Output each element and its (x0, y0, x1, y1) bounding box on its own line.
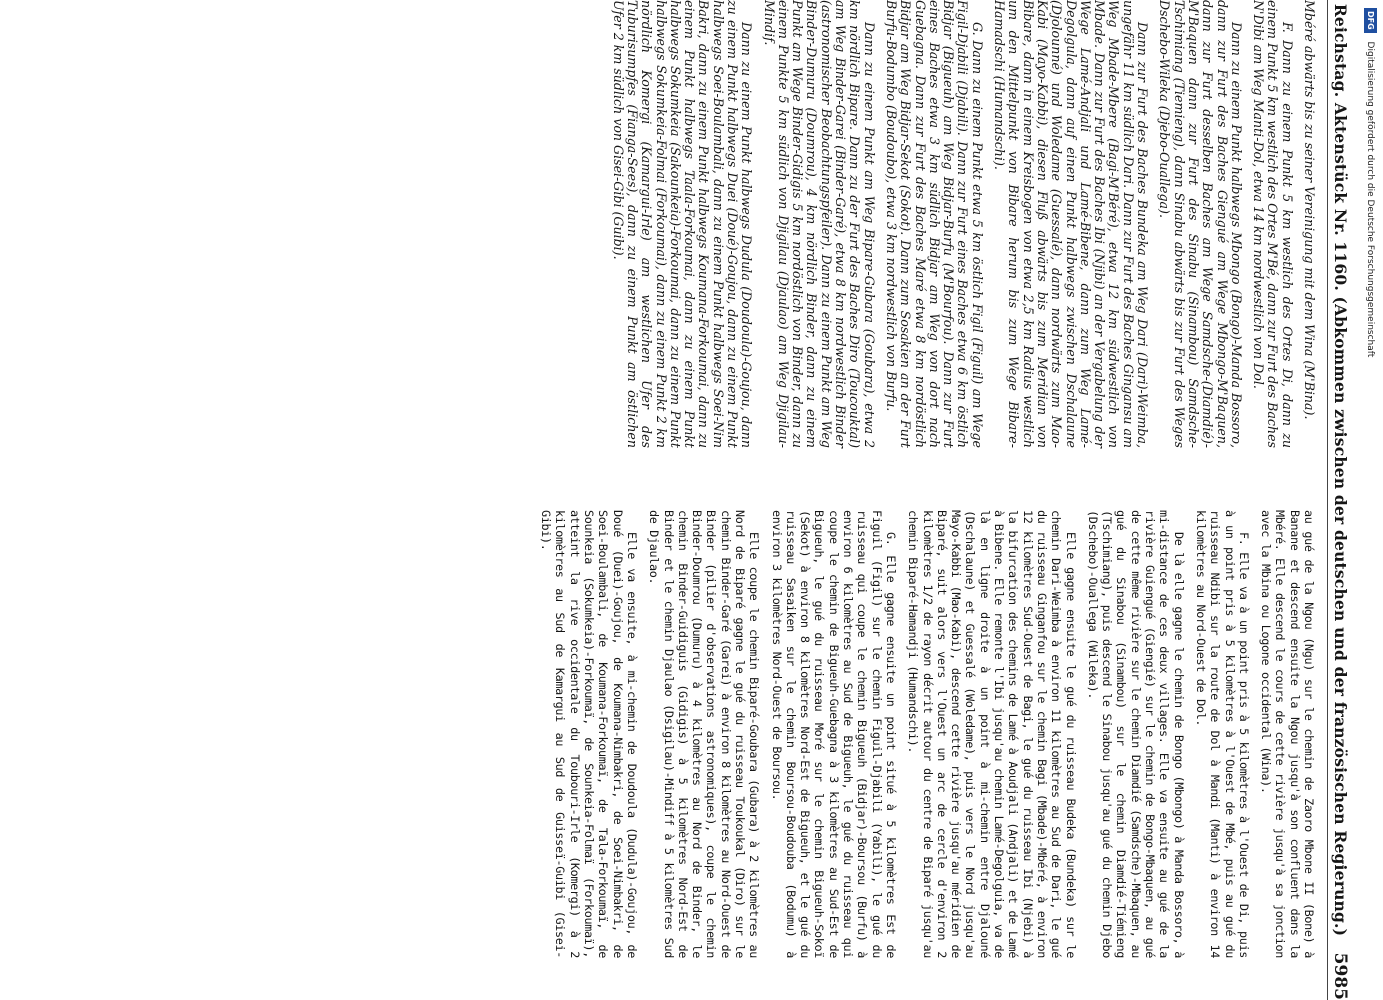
paragraph-f-2: Dann zu einem Punkt halbwegs Mbongo (Bongo)-Manda Bossoro, dann zur Furt des Baches Giengué am Wege Mbongo-M'Baquen, dann zur Furt desselben Baches am Wege Samdsche-(Diamdié)-M'Baquen dann zur Furt des Sinabu (Sinambou) Samdsche-Tschimiang (Tiemieng), dann Sinabu abwärts bis zur Furt des Weges Dschebo-Wileka (Djebo-Ouallega). (1157, 0, 1244, 448)
paragraph-intro-fr: au gué de la Ngou (Ngu) sur le chemin de Zaoro Mbone II (Bone) à Banane et descend ensuite la Ngou jusqu'à son confluent dans la Mbéré. Elle descend le cours de cette rivière jusqu'à sa jonction avec la Mbina ou Logone occidental (Wina). (1259, 510, 1316, 958)
paragraph-f-3: Dann zur Furt des Baches Bundeka am Weg Dari (Dari)-Weimba, ungefähr 11 km südlich Dari. Dann zur Furt des Baches Gingansu am Weg Mbade-Mbere (Bagi-M'Béré), etwa 12 km südwestlich von Mbade. Dann zur Furt des Baches Ibi (Njibi) an der Vergabelung der Wege Lamé-Andjali und Lamé-Bibene, dann zum Weg Lamé-Degolgula, dann auf einen Punkt halbwegs zwischen Dschalaune (Djolounné) und Woledame (Guessalé), dann nordwärts zum Mao-Kabi (Mayo-Kabbi), diesen Fluß abwärts bis zum Meridian von Bibare, dann in einem Kreisbogen von etwa 2,5 km Radius westlich um den Mittelpunkt von Bibare herum bis zum Wege Bibare-Hamadschi (Humandschi). (992, 0, 1151, 448)
paragraph-g-2-fr: Elle coupe le chemin Biparé-Goubara (Gubara) à 2 kilomètres au Nord de Biparé gagne le gué du ruisseau Toukoukal (Diro) sur le chemin Binder-Garé (Garei) à environ 8 kilomètres au Nord-Ouest de Binder (pilier d'observations astronomiques), coupe le chemin Binder-Doumrou (Dumuru) à 4 kilomètres au Nord de Binder, le chemin Binder-Guidiguis (Gidigis) à 5 kilomètres Nord-Est de Binder et le chemin Djaulao (Dsigilau)-Mindiff à 5 kilomètres Sud de Djaulao. (647, 510, 762, 958)
paragraph-section-f-fr: F. Elle va à un point pris à 5 kilomètres à l'Ouest de Di, puis à un point pris à 5 kilomètres à l'Ouest de Mbé, puis au gué du ruisseau Ndibi sur la route de Dol à Mandi (Manti) à environ 14 kilomètres au Nord-Ouest de Dol. (1193, 510, 1251, 958)
paragraph-section-g-fr: G. Elle gagne ensuite un point situé à 5 kilomètres Est de Figuil (Figil) sur le chemin Figuil-Djabili (Yabili), le gué du ruisseau qui coupe le chemin Bigueuh (Bidjar)-Boursou (Burfu) à environ 6 kilomètres au Sud de Bigueuh, le gué du ruisseau qui coupe le chemin de Bigueuh-Guebagna à 3 kilomètres au Sud-Est de Bigueuh, le gué du ruisseau Moré sur le chemin Bigueuh-Sokoï (Sekot) à environ 8 kilomètres Nord-Est de Bigueuh, et le gué du ruisseau Sasaiken sur le chemin Boursou-Boudouba (Bodumu) à environ 3 kilomètres Nord-Ouest de Boursou. (769, 510, 898, 958)
dfg-logo: DFG (1364, 8, 1377, 33)
paragraph-section-g: G. Dann zu einem Punkt etwa 5 km östlich Figil (Figuil) am Wege Figil-Djabili (Djabili). Dann zur Furt eines Baches etwa 6 km östlich Bidjar (Bigueuh) am Weg Bidjar-Burfu (M'Bourfou). Dann zur Furt eines Baches etwa 3 km südlich Bidjar am Weg von dort nach Guebagna. Dann zur Furt des Baches Maré etwa 8 km nordöstlich Bidjar am Weg Bidjar-Sekot (Sokot). Dann zum Sosakien an der Furt Burfu-Bodumbo (Boudoubo), etwa 3 km nordwestlich von Burfu. (883, 0, 985, 448)
header-title: Reichstag. Aktenstück Nr. 1160. (Abkommen zwischen der deutschen und der französischen Regierung.) (1331, 3, 1350, 937)
paragraph-g-3: Dann zu einem Punkt halbwegs Dudula (Doudoula)-Goujou, dann zu einem Punkt halbwegs Duei (Doué)-Goujou, dann zu einem Punkt halbwegs Soei-Boulambali, dann zu einem Punkt halbwegs Soei-Nim Bakri, dann zu einem Punkt halbwegs Koumana-Forkoumai, dann zu einem Punkt halbwegs Taala-Forkoumai, dann zu einem Punkt halbwegs Sokumkeia (Sakounkeia)-Forkoumai, dann zu einem Punkt halbwegs Sokumkeia-Folmai (Forkoumai), dann zu einem Punkt 2 km nördlich Komergi (Kamargui-Irle) am westlichen Ufer des Tuburisumpfes (Fianga-Sees), dann zu einem Punkt am östlichen Ufer 2 km südlich von Gisei-Gibi (Guibi). (610, 0, 755, 448)
digitization-stamp (1361, 8, 1379, 993)
page-number: 5985 (1330, 952, 1350, 1000)
paragraph-f-3-fr: Elle gagne ensuite le gué du ruisseau Budeka (Bundeka) sur le chemin Dari-Weimba à environ 11 kilomètres au Sud de Dari, le gué du ruisseau Ginganfou sur le chemin Bagi (Mbade)-Mbéré, à environ 12 kilomètres Sud-Ouest de Bagi, le gué du ruisseau Ibi (Njebi) à la bifurcation des chemins de Lamé à Aoudjali (Andjali) et de Lamé à Bibene. Elle remonte l'Ibi jusqu'au chemin Lamé-Degolguia, va de là en ligne droite à un point à mi-chemin entre Djalouné (Dschalaune) et Guessalé (Woledame), puis vers le Nord jusqu'au Mayo-Kabbi (Mao-Kabi), descend cette rivière jusqu'au méridien de Biparé, suit alors vers l'Ouest un arc de cercle d'environ 2 kilomètres 1/2 de rayon décrit autour du centre de Biparé jusqu'au chemin Biparé-Hamandji (Humandschi). (906, 510, 1078, 958)
paragraph-g-3-fr: Elle va ensuite, à mi-chemin de Doudoula (Dudula)-Goujou, de Doué (Duei)-Goujou, de Koumana-Nimbakri, de Soei-Nimbakri, de Soei-Boulambali, de Koumana-Forkoumaï, de Tala-Forkoumaï, de Sounkeia (Sokumkeia)-Forkoumaï, de Sounkeia-Folmaï (Forkoumaï), atteint la rive occidentale du Toubouri-Irle (Komergi) à 2 kilomètres au Sud de Kamargui au Sud de Guisseï-Guibi (Gisei-Gibi). (539, 510, 639, 958)
header-rule (1327, 0, 1328, 1000)
paragraph-g-2: Dann zu einem Punkt am Weg Bipare-Gubara (Goubara), etwa 2 km nördlich Bipare. Dann zu der Furt des Baches Diro (Toucouktal) am Weg Binder-Garei (Binder-Garé), etwa 8 km nordwestlich Binder (astronomischer Beobachtungspfeiler). Dann zu einem Punkt am Weg Binder-Dumuru (Doumrou), 4 km nördlich Binder, dann zu einem Punkt am Wege Binder-Gidigis 5 km nordöstlich von Binder, dann zu einem Punkte 5 km südlich von Djigilau (Djaulao) am Weg Djigilau-Mindif. (761, 0, 877, 448)
paragraph-section-f: F. Dann zu einem Punkt 5 km westlich des Ortes Di, dann zu einem Punkt 5 km westlich des Ortes M'Bé, dann zur Furt des Baches N'Dibi am Weg Manti-Dol, etwa 14 km nordwestlich von Dol. (1251, 0, 1295, 448)
digitization-note: Digitalisierung gefördert durch die Deutsche Forschungsgemeinschaft (1365, 41, 1375, 358)
french-text-column (531, 510, 1316, 958)
rotated-printed-page (70, 0, 1360, 1000)
german-text-column (602, 0, 1316, 448)
paragraph-intro: Mbéré abwärts bis zu seiner Vereinigung mit dem Wina (M'Bina). (1302, 0, 1317, 420)
paragraph-f-2-fr: De là elle gagne le chemin de Bongo (Mbongo) à Manda Bossoro, à mi-distance de ces deux villages. Elle va ensuite au gué de la rivière Guiengué (Giengié) sur le chemin de Bongo-Mbaquen, au gué de cette même rivière sur le chemin Diamdié (Samdsche)-Mbaquen, au gué du Sinabou (Sinambou) sur le chemin Diamdié-Tiémieng (Tschimiang), puis descend le Sinabou jusqu'au gué du chemin Djebo (Dschebo)-Ouallega (Wileka). (1085, 510, 1186, 958)
